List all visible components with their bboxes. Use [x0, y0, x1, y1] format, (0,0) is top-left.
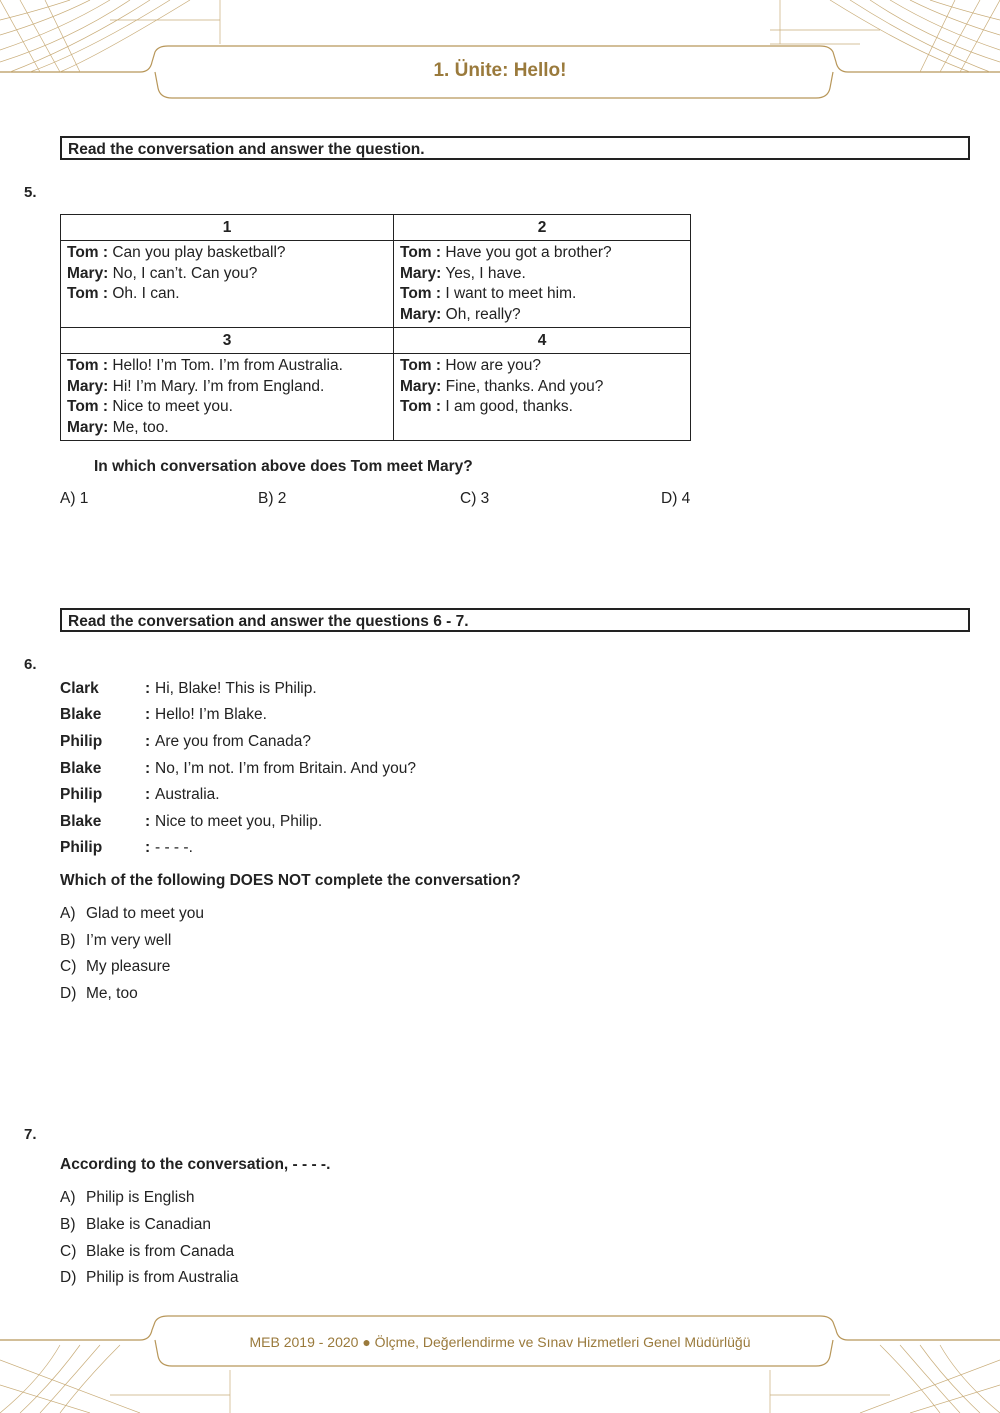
- instruction-box-2: Read the conversation and answer the questions 6 - 7.: [60, 608, 970, 632]
- q5-option-b[interactable]: B) 2: [258, 490, 287, 507]
- conversation-table: [60, 214, 691, 441]
- table-header-3: 3: [61, 328, 394, 354]
- dialog-line: Tom : Nice to meet you.: [67, 398, 233, 415]
- dialog-line: Mary: Fine, thanks. And you?: [400, 377, 604, 395]
- q6-option-d[interactable]: D) Me, too: [60, 985, 138, 1002]
- q7-option-a[interactable]: A) Philip is English: [60, 1189, 195, 1206]
- question-7-text: According to the conversation, - - - -.: [60, 1156, 331, 1173]
- question-6-text: Which of the following DOES NOT complete the conversation?: [60, 872, 521, 889]
- dialog-line: Tom : Hello! I’m Tom. I’m from Australia.: [67, 357, 343, 374]
- dialog-line: Tom : Oh. I can.: [67, 285, 180, 302]
- question-number-6: 6.: [24, 656, 37, 673]
- footer-credit: MEB 2019 - 2020 ● Ölçme, Değerlendirme ve Sınav Hizmetleri Genel Müdürlüğü: [249, 1334, 751, 1350]
- q6-option-a[interactable]: A) Glad to meet you: [60, 905, 205, 922]
- q6-option-b[interactable]: B) I’m very well: [60, 932, 172, 949]
- q7-option-d[interactable]: D) Philip is from Australia: [60, 1269, 239, 1286]
- q7-option-b[interactable]: B) Blake is Canadian: [60, 1216, 211, 1233]
- dialog-line: Tom : Have you got a brother?: [400, 244, 612, 261]
- dialog-line: Tom : How are you?: [400, 357, 541, 374]
- dialog-line: Mary: No, I can’t. Can you?: [67, 264, 258, 282]
- dialog-line: Tom : I want to meet him.: [400, 285, 577, 302]
- dialog-line: Mary: Oh, really?: [400, 305, 521, 323]
- q5-option-a[interactable]: A) 1: [60, 490, 89, 507]
- conversation-cell-4: [394, 354, 691, 441]
- dialog-line: Mary: Yes, I have.: [400, 264, 526, 282]
- conversation-cell-1: [61, 241, 394, 328]
- dialog-line: Tom : Can you play basketball?: [67, 244, 286, 261]
- q5-option-c[interactable]: C) 3: [460, 490, 490, 507]
- dialog-line: Mary: Me, too.: [67, 418, 169, 436]
- dialog-line: Mary: Hi! I’m Mary. I’m from England.: [67, 377, 325, 395]
- question-5-text: In which conversation above does Tom meet Mary?: [94, 458, 473, 475]
- instruction-box-1: Read the conversation and answer the question.: [60, 136, 970, 160]
- table-header-4: 4: [394, 328, 691, 354]
- question-number-5: 5.: [24, 184, 37, 201]
- q7-option-c[interactable]: C) Blake is from Canada: [60, 1243, 235, 1260]
- q5-option-d[interactable]: D) 4: [661, 490, 691, 507]
- table-header-2: 2: [394, 215, 691, 241]
- table-header-1: 1: [61, 215, 394, 241]
- conversation-cell-3: [61, 354, 394, 441]
- dialog-line: Tom : I am good, thanks.: [400, 398, 573, 415]
- question-number-7: 7.: [24, 1126, 37, 1143]
- unit-title: 1. Ünite: Hello!: [433, 60, 567, 81]
- q6-option-c[interactable]: C) My pleasure: [60, 958, 171, 975]
- conversation-cell-2: [394, 241, 691, 328]
